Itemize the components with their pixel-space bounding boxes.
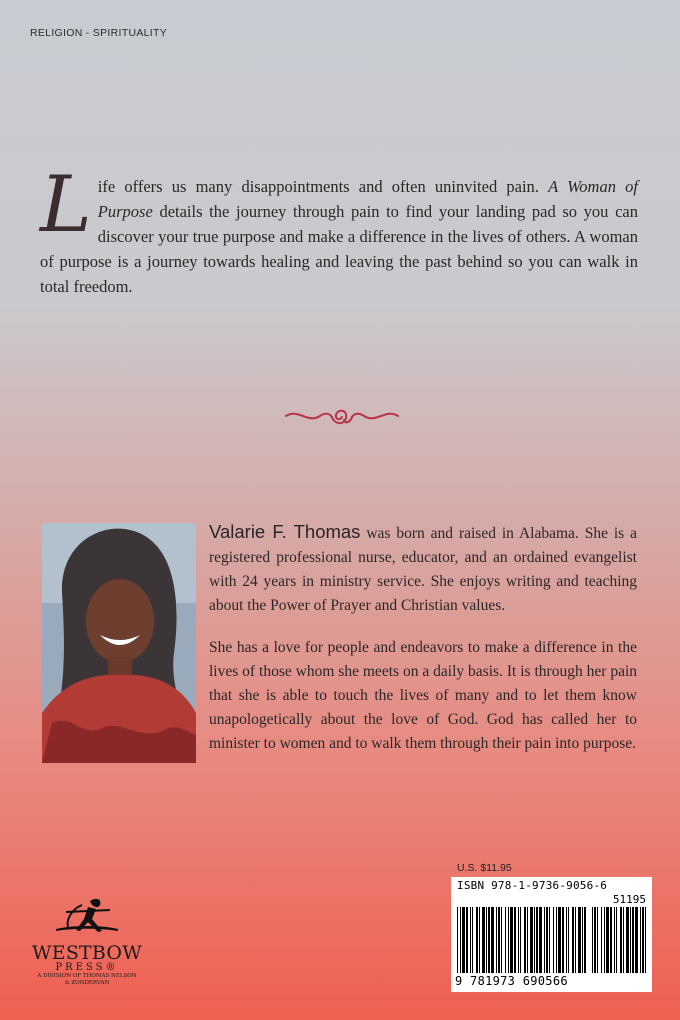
archer-logo-icon: [52, 895, 122, 935]
publisher-division-1: A DIVISION OF THOMAS NELSON: [37, 973, 137, 979]
drop-cap: L: [40, 160, 92, 250]
barcode-block: [451, 877, 652, 992]
back-cover-blurb: [40, 160, 638, 299]
author-bio: [209, 520, 637, 774]
author-bio-paragraph-2: She has a love for people and endeavors to make a difference in the lives of those whom she meets on a daily basis. It is through her pain that she is able to touch the lives of many and to let them know unapologetically about the love of God. God has called her to minister to women and to walk them through their pain into purpose.: [209, 639, 637, 752]
author-name: Valarie F. Thomas: [209, 521, 361, 542]
category-label: RELIGION - SPIRITUALITY: [30, 27, 168, 39]
blurb-text-2: details the journey through pain to find your landing pad so you can discover your true purpose and make a difference in the lives of others. A woman of purpose is a journey towards healing and leaving the past behind so you can walk in total freedom.: [40, 202, 638, 296]
ornament-flourish-icon: [284, 404, 400, 430]
book-title-italic: A Woman of Purpose: [97, 177, 638, 221]
portrait-illustration: [42, 523, 196, 763]
price-label: U.S. $11.95: [457, 862, 512, 874]
barcode-icon: [457, 907, 646, 973]
author-bio-paragraph-1: [209, 520, 637, 618]
author-bio-text-1: was born and raised in Alabama. She is a registered professional nurse, educator, and an ordained evangelist with 24 years in ministry service. She enjoys writing and teaching about the Power of Prayer and Christian values.: [209, 525, 637, 614]
publisher-name: WESTBOW: [32, 942, 142, 964]
publisher-press: PRESS®: [55, 962, 119, 973]
publisher-logo: [20, 895, 154, 987]
blurb-text-1: ife offers us many disappointments and often uninvited pain.: [97, 177, 549, 196]
price-code: 51195: [612, 893, 646, 906]
isbn-text: ISBN 978-1-9736-9056-6: [457, 879, 608, 892]
author-photo: [42, 523, 196, 763]
publisher-division-2: & ZONDERVAN: [64, 980, 110, 986]
ean-number: 9 781973 690566: [455, 974, 568, 988]
